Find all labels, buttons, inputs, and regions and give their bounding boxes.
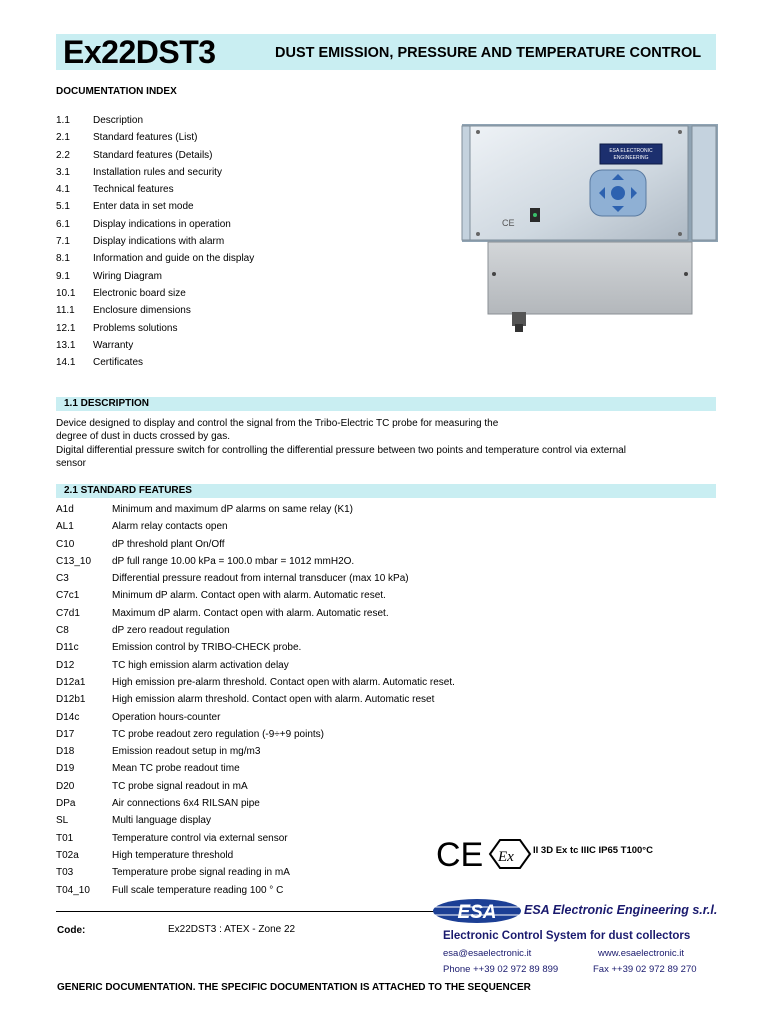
description-line: Digital differential pressure switch for controlling the differential pressure between two points and temperature control via external <box>56 444 626 456</box>
code-value: Ex22DST3 : ATEX - Zone 22 <box>168 924 296 935</box>
model-name: Ex22DST3 <box>63 34 216 70</box>
feature-item: C7c1 Minimum dP alarm. Contact open with alarm. Automatic reset. <box>56 590 386 602</box>
section-bar-features <box>56 484 716 498</box>
index-item: 2.1 Standard features (List) <box>56 132 198 144</box>
index-item: 2.2 Standard features (Details) <box>56 149 213 161</box>
index-item: 13.1 Warranty <box>56 339 134 351</box>
feature-item: AL1 Alarm relay contacts open <box>56 521 228 533</box>
ex-mark-icon: Ex <box>498 849 514 865</box>
index-item: 4.1 Technical features <box>56 184 174 196</box>
description-line: sensor <box>56 457 87 469</box>
index-item: 5.1 Enter data in set mode <box>56 201 194 213</box>
index-item: 1.1 Description <box>56 115 144 126</box>
description-line: Device designed to display and control the signal from the Tribo-Electric TC probe for measuring the <box>56 418 499 429</box>
feature-item: DPa Air connections 6x4 RILSAN pipe <box>56 798 260 810</box>
esa-logo <box>432 898 522 924</box>
feature-item: C8 dP zero readout regulation <box>56 625 230 637</box>
generic-note: GENERIC DOCUMENTATION. THE SPECIFIC DOCUMENTATION IS ATTACHED TO THE SEQUENCER <box>57 982 531 993</box>
ce-mark-icon: CE <box>436 836 484 872</box>
feature-item: D18 Emission readout setup in mg/m3 <box>56 746 261 758</box>
feature-item: T02a High temperature threshold <box>56 849 234 861</box>
feature-item: T03 Temperature probe signal reading in mA <box>56 867 290 879</box>
feature-item: D19 Mean TC probe readout time <box>56 763 240 775</box>
atex-marking: II 3D Ex tc IIIC IP65 T100°C <box>533 845 653 856</box>
company-phone: Phone ++39 02 972 89 899 <box>443 964 559 975</box>
company-email: esa@esaelectronic.it <box>443 948 532 959</box>
section-heading: 2.1 STANDARD FEATURES <box>64 485 192 496</box>
feature-item: D12a1 High emission pre-alarm threshold. Contact open with alarm. Automatic reset. <box>56 676 455 688</box>
feature-item: A1d Minimum and maximum dP alarms on same relay (K1) <box>56 504 354 515</box>
index-item: 14.1 Certificates <box>56 357 144 369</box>
description-text <box>56 417 716 470</box>
footer-rule <box>56 911 436 912</box>
company-tagline: Electronic Control System for dust collectors <box>443 930 691 942</box>
feature-item: T01 Temperature control via external sensor <box>56 832 288 844</box>
index-list <box>56 112 254 371</box>
feature-item: T04_10 Full scale temperature reading 100 ° C <box>56 884 284 896</box>
company-fax: Fax ++39 02 972 89 270 <box>593 964 697 975</box>
svg-text:ESA: ESA <box>457 902 497 923</box>
index-item: 11.1 Enclosure dimensions <box>56 305 191 317</box>
certification-marks <box>436 836 532 872</box>
company-name: ESA Electronic Engineering s.r.l. <box>524 903 718 917</box>
feature-item: C3 Differential pressure readout from internal transducer (max 10 kPa) <box>56 573 409 585</box>
index-item: 8.1 Information and guide on the display <box>56 253 255 265</box>
index-item: 7.1 Display indications with alarm <box>56 236 225 248</box>
section-heading: 1.1 DESCRIPTION <box>64 398 150 409</box>
index-item: 9.1 Wiring Diagram <box>56 270 162 282</box>
feature-item: D12b1 High emission alarm threshold. Contact open with alarm. Automatic reset <box>56 694 435 706</box>
feature-item: D20 TC probe signal readout in mA <box>56 780 248 792</box>
device-photo <box>460 122 720 337</box>
code-label: Code: <box>57 925 86 936</box>
feature-item: SL Multi language display <box>56 815 211 827</box>
document-subtitle: DUST EMISSION, PRESSURE AND TEMPERATURE CONTROL <box>275 45 702 61</box>
panel-ce-mark: CE <box>502 218 515 228</box>
feature-item: D17 TC probe readout zero regulation (-9÷+9 points) <box>56 728 324 740</box>
index-item: 10.1 Electronic board size <box>56 287 186 299</box>
section-bar-description <box>56 397 716 411</box>
feature-item: C13_10 dP full range 10.00 kPa = 100.0 mbar = 1012 mmH2O. <box>56 555 355 567</box>
feature-item: D12 TC high emission alarm activation delay <box>56 659 289 671</box>
index-item: 6.1 Display indications in operation <box>56 218 231 230</box>
panel-label: ESA ELECTRONIC <box>609 148 653 154</box>
index-item: 12.1 Problems solutions <box>56 322 178 334</box>
description-line: degree of dust in ducts crossed by gas. <box>56 431 230 443</box>
index-title: DOCUMENTATION INDEX <box>56 86 177 97</box>
feature-item: D11c Emission control by TRIBO-CHECK probe. <box>56 642 302 654</box>
feature-item: C7d1 Maximum dP alarm. Contact open with alarm. Automatic reset. <box>56 607 389 619</box>
features-list <box>56 501 455 899</box>
company-website: www.esaelectronic.it <box>598 948 685 959</box>
index-item: 3.1 Installation rules and security <box>56 166 222 178</box>
panel-label: ENGINEERING <box>613 155 649 161</box>
feature-item: C10 dP threshold plant On/Off <box>56 538 225 550</box>
feature-item: D14c Operation hours-counter <box>56 711 221 723</box>
